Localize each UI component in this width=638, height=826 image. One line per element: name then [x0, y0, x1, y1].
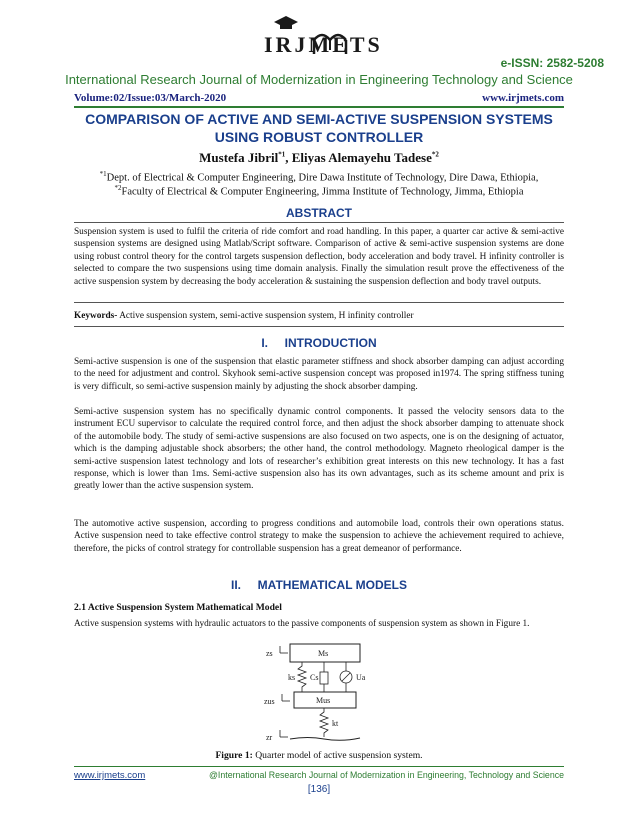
label-ks: ks: [288, 673, 296, 682]
journal-title: International Research Journal of Modernization in Engineering Technology and Science: [65, 72, 573, 87]
label-zus: zus: [264, 697, 275, 706]
title-line-1: COMPARISON OF ACTIVE AND SEMI-ACTIVE SUSPENSION SYSTEMS: [85, 111, 553, 127]
volume-row: [74, 92, 564, 104]
models-heading: II. MATHEMATICAL MODELS: [231, 578, 407, 592]
label-cs: Cs: [310, 673, 319, 682]
volume-issue: Volume:02/Issue:03/March-2020: [74, 92, 227, 104]
spring-ks: [298, 662, 306, 692]
models-paragraph-1: Active suspension systems with hydraulic actuators to the passive components of suspension system as shown in Figure 1.: [74, 619, 530, 629]
paper-title: [74, 110, 564, 146]
footer-rule: [74, 766, 564, 767]
journal-logo: [258, 10, 388, 62]
header-rule: [74, 106, 564, 108]
models-subheading: 2.1 Active Suspension System Mathematical Model: [74, 602, 282, 613]
author-1-sup: *1: [278, 150, 286, 159]
label-mus: Mus: [316, 696, 331, 705]
label-zr: zr: [266, 733, 273, 742]
affil-1-text: Dept. of Electrical & Computer Engineering, Dire Dawa Institute of Technology, Dire Dawa, Ethiopia,: [106, 172, 539, 184]
title-line-2: USING ROBUST CONTROLLER: [214, 129, 424, 145]
footer-website-link[interactable]: www.irjmets.com: [74, 770, 146, 781]
abstract-heading: ABSTRACT: [286, 206, 352, 220]
affiliation-2: [60, 184, 578, 198]
intro-paragraph-3: The automotive active suspension, according to progress conditions and automobile load, controls their own operations status. Active suspension need to take effective control strategy to make the suspension to achieve the achievement required to achieve, therefore, the picks of control strategy for controllable suspension has a great demeanor of performance.: [74, 519, 564, 554]
keywords-rule: [74, 326, 564, 327]
page-number: [136]: [307, 784, 331, 795]
label-zs: zs: [266, 649, 273, 658]
affil-1-sup: *1: [99, 170, 107, 178]
author-2-sup: *2: [431, 150, 439, 159]
figure-caption: [74, 750, 564, 761]
road-profile: [290, 738, 360, 741]
keywords: [74, 310, 564, 322]
affil-2-text: Faculty of Electrical & Computer Engineering, Jimma Institute of Technology, Jimma, Ethiopia: [121, 186, 524, 198]
footer: [74, 770, 564, 781]
intro-paragraph-1: Semi-active suspension is one of the suspension that elastic parameter stiffness and shock absorber damping can adjust according to the need for adjustment and control. Skyhook semi-active suspension concept was proposed in1974. The spring stiffness tuning is very difficult, so semi-active suspension mainly by adjusting the shock absorber damping.: [74, 357, 564, 392]
eissn: e-ISSN: 2582-5208: [500, 56, 604, 70]
header-website[interactable]: www.irjmets.com: [482, 92, 564, 104]
abstract-rule-top: [74, 222, 564, 223]
authors: [74, 150, 564, 166]
abstract-rule-bottom: [74, 302, 564, 303]
caption-text: Quarter model of active suspension system.: [252, 750, 423, 761]
author-2: Eliyas Alemayehu Tadese: [291, 150, 432, 165]
keywords-label: Keywords-: [74, 311, 118, 321]
label-kt: kt: [332, 719, 339, 728]
intro-heading: I. INTRODUCTION: [261, 336, 377, 350]
label-ua: Ua: [356, 673, 366, 682]
affiliation-1: [60, 170, 578, 184]
caption-label: Figure 1:: [215, 750, 253, 761]
footer-copyright: @International Research Journal of Modernization in Engineering, Technology and Science: [209, 770, 564, 780]
keywords-text: Active suspension system, semi-active suspension system, H infinity controller: [117, 311, 414, 321]
author-separator: ,: [285, 150, 292, 165]
quarter-car-figure: [258, 640, 388, 748]
intro-paragraph-2: Semi-active suspension system has no specifically dynamic control components. It passed the velocity sensors data to the instrument ECU supervisor to calculate the required control force, and then adjust the shock absorber damping to attenuate shock of the automobile body. The study of semi-active suspensions are also focused on two aspects, one is on the designing of actuator, which is the damping adjustable shock absorbers; the other hand, the control methodology. Magneto rheological damper is the semi-active suspension latest technology and lots of researcher’s exhibition great interests on this new technology. It has a fast response, which is lower than 1ms. Semi-active suspension also has its own advantages, such as its scheme amount and prix is greatly lower than the active suspension system.: [74, 407, 564, 492]
spring-kt: [320, 708, 328, 737]
logo-text: IRJMETS: [264, 32, 383, 57]
author-1: Mustefa Jibril: [199, 150, 279, 165]
affil-2-sup: *2: [114, 184, 122, 192]
label-ms: Ms: [318, 649, 329, 658]
abstract-text: Suspension system is used to fulfil the criteria of ride comfort and road handling. In this paper, a quarter car active & semi-active suspension systems are designed using Matlab/Script software. Comparison of active & semi-active suspension systems are done using robust control theory for the control targets suspension deflection, body acceleration and body travel. H infinity controller is selected to compare the two suspensions using time domain analysis. Finally the simulation result prove the effectiveness of the active suspension system by decreasing the body acceleration & sustaining the suspension deflection and body travel outputs.: [74, 227, 564, 287]
